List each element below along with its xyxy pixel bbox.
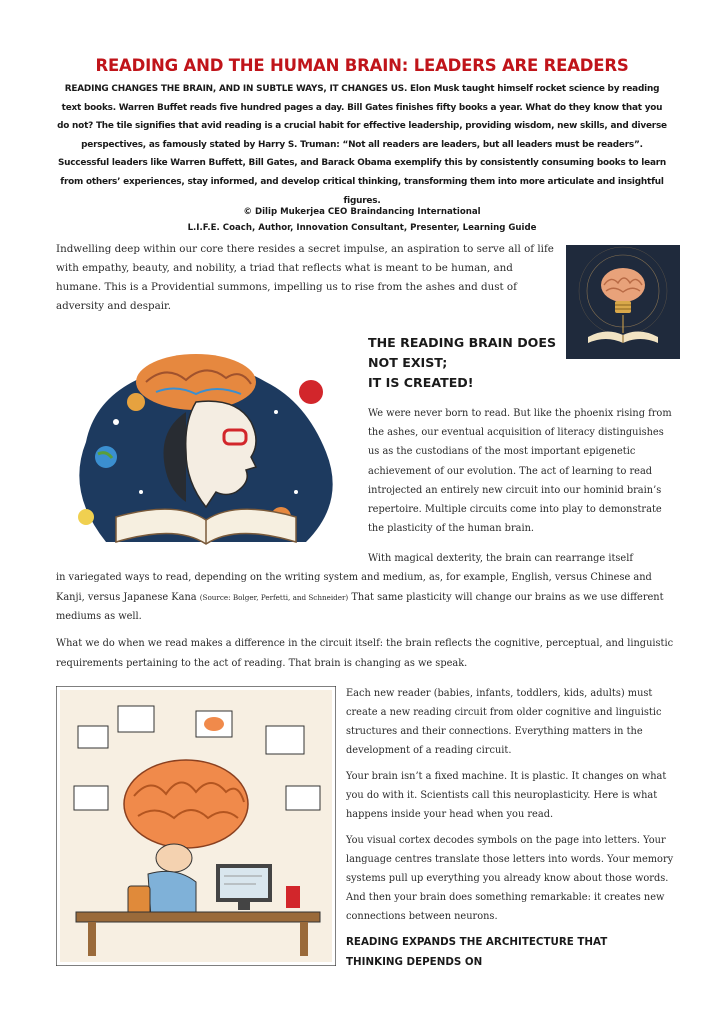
author-line-2: L.I.F.E. Coach, Author, Innovation Consultant, Presenter, Learning Guide [187, 222, 537, 233]
paragraph-3-end: That same plasticity will change our brains as we use different mediums as well. [56, 591, 664, 622]
paragraph-1: Indwelling deep within our core there resides a secret impulse, an aspiration to serve all of life with empathy, beauty, and nobility, a triad that reflects what is meant to be human, and humane. This is a Providential summons, impelling us to rise from the ashes and dust of adversity and despair. [56, 243, 554, 312]
section-heading-line-1: THE READING BRAIN DOES NOT EXIST; [368, 335, 557, 370]
section-heading [368, 333, 568, 393]
author-line-1: © Dilip Mukerjea CEO Braindancing International [243, 207, 481, 217]
paragraph-3-text: in variegated ways to read, depending on the writing system and medium, as, for example, English, versus Chinese and Kanji, versus Japanese Kana [56, 572, 652, 603]
brain-bulb-book-illustration [566, 245, 680, 359]
closing-heading: READING EXPANDS THE ARCHITECTURE THAT THINKING DEPENDS ON [346, 936, 608, 968]
intro-summary: READING CHANGES THE BRAIN, AND IN SUBTLE WAYS, IT CHANGES US. Elon Musk taught himself rocket science by reading text books. Warren Buffet reads five hundred pages a day. Bill Gates finishes fifty books a year. What do they know that you do not? The tile signifies that avid reading is a crucial habit for effective leadership, providing wisdom, new skills, and diverse perspectives, as famously stated by Harry S. Truman: “Not all readers are leaders, but all leaders must be readers”. Successful leaders like Warren Buffett, Bill Gates, and Barack Obama exemplify this by consistently consuming books to learn from others’ experiences, stay informed, and develop critical thinking, transforming them into more articulate and insightful figures. [57, 84, 667, 206]
page-title: READING AND THE HUMAN BRAIN: LEADERS ARE READERS [95, 56, 629, 75]
source-citation: (Source: Bolger, Perfetti, and Schneider) [199, 592, 349, 602]
paragraph-3 [56, 568, 680, 627]
cosmic-reader-illustration [46, 342, 358, 552]
paragraph-3-start: With magical dexterity, the brain can rearrange itself [368, 553, 633, 564]
section-heading-line-2: IT IS CREATED! [368, 375, 474, 390]
paragraph-4: What we do when we read makes a difference in the circuit itself: the brain reflects the cognitive, perceptual, and linguistic requirements pertaining to the act of reading. That brain is changing as we speak. [56, 638, 674, 669]
paragraph-6: Your brain isn’t a fixed machine. It is plastic. It changes on what you do with it. Scientists call this neuroplasticity. Here is what happens inside your head when you read. [346, 771, 667, 820]
paragraph-2: We were never born to read. But like the phoenix rising from the ashes, our eventual acquisition of literacy distinguishes us as the custodians of the most important epigenetic achievement of our evolution. The act of learning to read introjected an entirely new circuit into our hominid brain’s repertoire. Multiple circuits come into play to demonstrate the plasticity of the human brain. [368, 408, 672, 535]
paragraph-5: Each new reader (babies, infants, toddlers, kids, adults) must create a new reading circuit from older cognitive and linguistic structures and their connections. Everything matters in the development of a reading circuit. [346, 688, 662, 756]
author-credit [120, 205, 604, 236]
paragraph-7: You visual cortex decodes symbols on the page into letters. Your language centres translate those letters into words. Your memory systems pull up everything you already know about those words. And then your brain does something remarkable: it creates new connections between neurons. [346, 835, 674, 922]
brain-desk-illustration [56, 686, 336, 966]
